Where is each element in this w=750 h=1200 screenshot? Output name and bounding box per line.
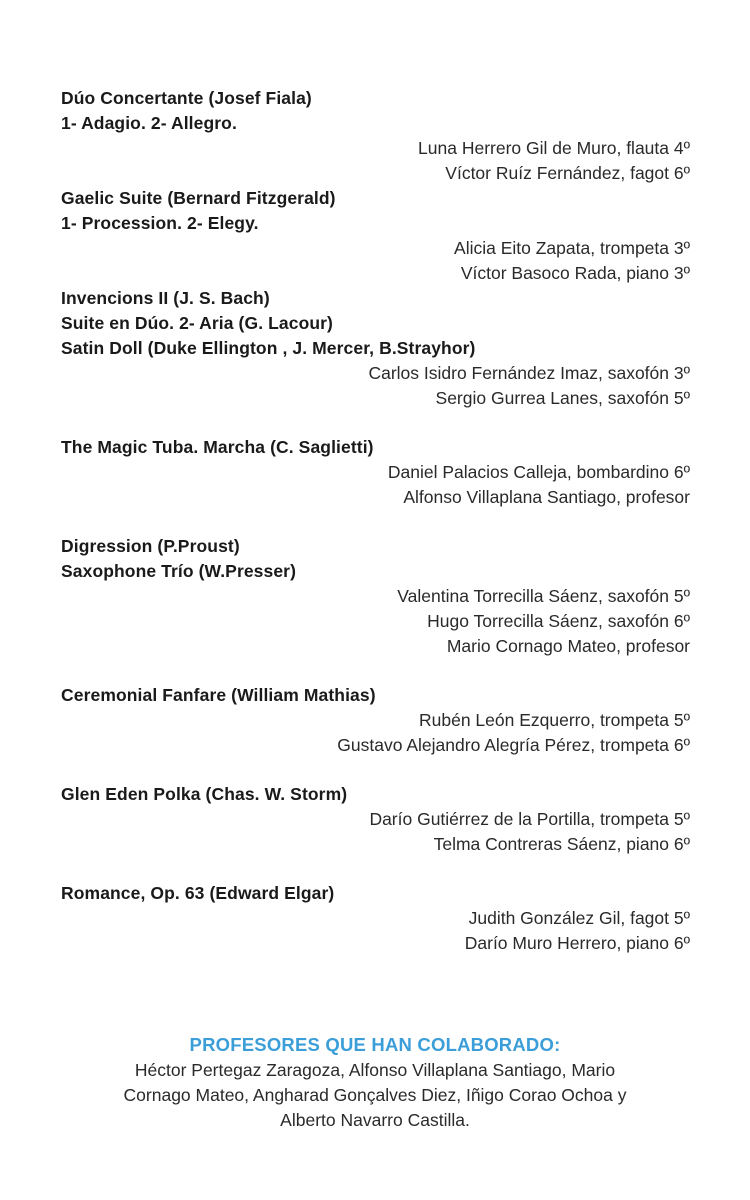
piece-title: Romance, Op. 63 (Edward Elgar) bbox=[61, 883, 335, 903]
spacer bbox=[61, 510, 690, 534]
performer: Rubén León Ezquerro, trompeta 5º bbox=[418, 710, 690, 730]
piece-title: Saxophone Trío (W.Presser) bbox=[61, 561, 297, 581]
performer: Alicia Eito Zapata, trompeta 3º bbox=[454, 238, 690, 258]
piece-title: Glen Eden Polka (Chas. W. Storm) bbox=[61, 784, 348, 804]
spacer bbox=[61, 758, 690, 782]
performer: Gustavo Alejandro Alegría Pérez, trompeta 6º bbox=[337, 735, 690, 755]
performer: Sergio Gurrea Lanes, saxofón 5º bbox=[435, 388, 690, 408]
program-piece bbox=[61, 534, 690, 659]
piece-title: Gaelic Suite (Bernard Fitzgerald) bbox=[61, 188, 336, 208]
program-piece bbox=[61, 186, 690, 286]
performer: Víctor Basoco Rada, piano 3º bbox=[460, 263, 690, 283]
piece-title: Digression (P.Proust) bbox=[61, 536, 240, 556]
performer: Judith González Gil, fagot 5º bbox=[468, 908, 690, 928]
piece-title: Satin Doll (Duke Ellington , J. Mercer, B.Strayhor) bbox=[61, 338, 476, 358]
program-piece bbox=[61, 86, 690, 186]
performer: Víctor Ruíz Fernández, fagot 6º bbox=[445, 163, 690, 183]
program-piece bbox=[61, 435, 690, 510]
program-piece bbox=[61, 782, 690, 857]
performer: Darío Muro Herrero, piano 6º bbox=[464, 933, 690, 953]
piece-title: Ceremonial Fanfare (William Mathias) bbox=[61, 685, 376, 705]
spacer bbox=[61, 659, 690, 683]
piece-movements: 1- Adagio. 2- Allegro. bbox=[61, 113, 237, 133]
program-piece bbox=[61, 683, 690, 758]
collaborators-heading: PROFESORES QUE HAN COLABORADO: bbox=[189, 1034, 561, 1055]
collaborators-section bbox=[40, 1032, 710, 1133]
piece-title: The Magic Tuba. Marcha (C. Saglietti) bbox=[61, 437, 374, 457]
spacer bbox=[61, 411, 690, 435]
performer: Telma Contreras Sáenz, piano 6º bbox=[433, 834, 690, 854]
performer: Daniel Palacios Calleja, bombardino 6º bbox=[387, 462, 690, 482]
piece-title: Invencions II (J. S. Bach) bbox=[61, 288, 270, 308]
performer: Carlos Isidro Fernández Imaz, saxofón 3º bbox=[368, 363, 690, 383]
performer: Alfonso Villaplana Santiago, profesor bbox=[403, 487, 690, 507]
program-piece bbox=[61, 881, 690, 956]
piece-title: Suite en Dúo. 2- Aria (G. Lacour) bbox=[61, 313, 333, 333]
concert-program bbox=[61, 86, 690, 956]
performer: Luna Herrero Gil de Muro, flauta 4º bbox=[418, 138, 690, 158]
program-piece bbox=[61, 286, 690, 411]
performer: Mario Cornago Mateo, profesor bbox=[446, 636, 690, 656]
performer: Valentina Torrecilla Sáenz, saxofón 5º bbox=[397, 586, 690, 606]
collaborators-line: Héctor Pertegaz Zaragoza, Alfonso Villaplana Santiago, Mario bbox=[134, 1060, 616, 1080]
collaborators-line: Cornago Mateo, Angharad Gonçalves Diez, Iñigo Corao Ochoa y bbox=[123, 1085, 627, 1105]
piece-title: Dúo Concertante (Josef Fiala) bbox=[61, 88, 312, 108]
piece-movements: 1- Procession. 2- Elegy. bbox=[61, 213, 259, 233]
spacer bbox=[61, 857, 690, 881]
collaborators-list bbox=[40, 1058, 710, 1133]
performer: Darío Gutiérrez de la Portilla, trompeta 5º bbox=[369, 809, 690, 829]
performer: Hugo Torrecilla Sáenz, saxofón 6º bbox=[427, 611, 690, 631]
collaborators-line: Alberto Navarro Castilla. bbox=[280, 1110, 470, 1130]
